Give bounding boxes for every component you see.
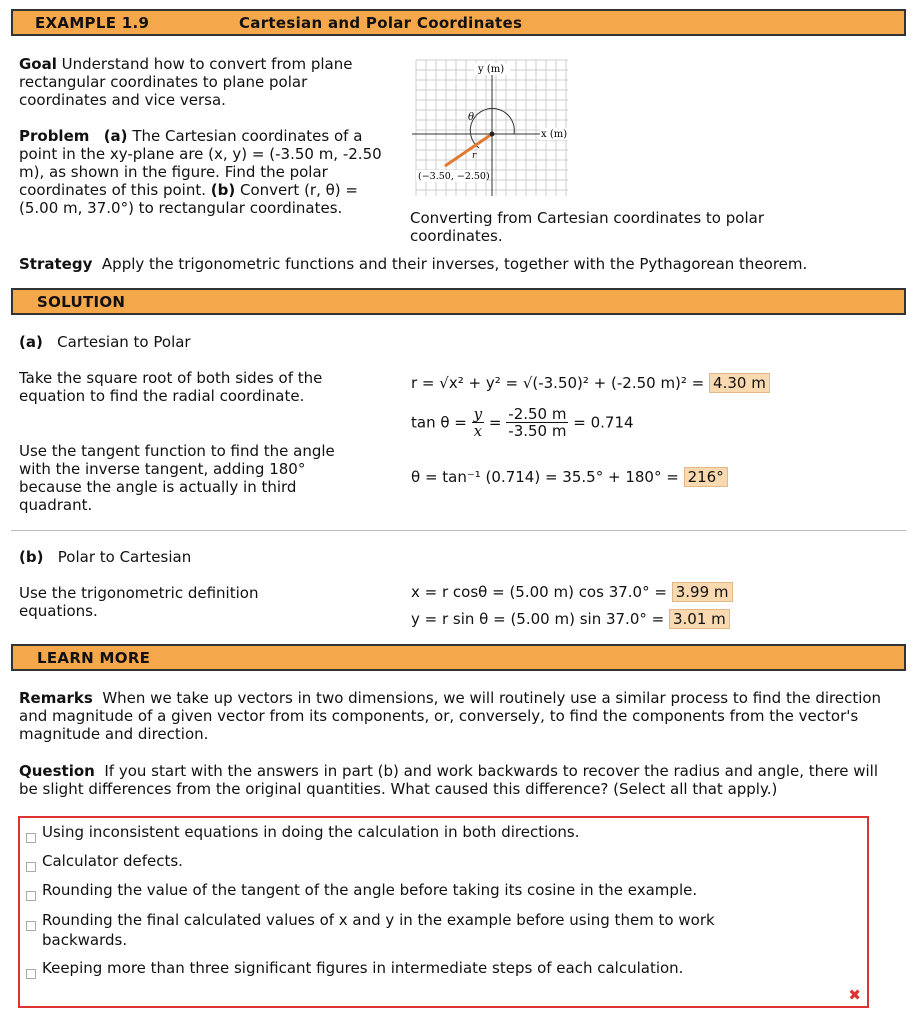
part-b-heading [19, 548, 191, 566]
equation-y [411, 610, 730, 628]
part-a-label: (a) [19, 333, 43, 351]
answer-theta: 216° [684, 467, 728, 487]
tan-y: y [473, 405, 483, 423]
option-3-checkbox[interactable] [26, 891, 36, 901]
learn-more-bar-label: LEARN MORE [37, 649, 151, 667]
equation-x [411, 583, 733, 601]
step-angle: Use the tangent function to find the angle with the inverse tangent, adding 180° because the angle is actually in third quadrant. [19, 442, 335, 514]
part-b-label: (b) [19, 548, 44, 566]
r-label: r [472, 151, 477, 161]
coordinate-figure [412, 58, 572, 198]
learn-more-bar [11, 644, 906, 671]
problem-a-text: The Cartesian coordinates of a point in the xy-plane are (x, y) = (-3.50 m, -2.50 m), as shown in the figure. Find the polar coordinates of this point. [19, 127, 382, 199]
problem-label: Problem [19, 127, 90, 145]
part-b-title: Polar to Cartesian [57, 548, 192, 566]
goal-text: Understand how to convert from plane rectangular coordinates to plane polar coordinates and vice versa. [19, 55, 353, 109]
tan-result: = 0.714 [573, 413, 634, 432]
equation-tan-prefix: tan θ = [411, 413, 467, 432]
remarks-label: Remarks [19, 689, 93, 707]
remarks-text: When we take up vectors in two dimensions, we will routinely use a similar process to find the direction and magnitude of a given vector from its components, or, conversely, to find the components from the vector's magnitude and direction. [19, 689, 882, 743]
question-text: If you start with the answers in part (b) and work backwards to recover the radius and angle, there will be slight differences from the original quantities. What caused this difference? (Select all that apply.) [19, 762, 878, 798]
answer-options-box [18, 816, 869, 1008]
problem-b-text: Convert (r, θ) = (5.00 m, 37.0°) to rectangular coordinates. [19, 181, 359, 217]
tan-denominator: -3.50 m [508, 422, 567, 440]
x-axis-label: x (m) [541, 129, 568, 140]
remarks-section [19, 689, 899, 743]
equation-r-text: r = √x² + y² = √(-3.50)² + (-2.50 m)² = [411, 374, 705, 392]
step-radial: Take the square root of both sides of the equation to find the radial coordinate. [19, 369, 323, 405]
equation-theta-text: θ = tan⁻¹ (0.714) = 35.5° + 180° = [411, 468, 679, 486]
figure-caption: Converting from Cartesian coordinates to polar coordinates. [410, 209, 764, 245]
option-2-label[interactable]: Calculator defects. [42, 852, 183, 870]
part-a-heading [19, 333, 191, 351]
example-number: EXAMPLE 1.9 [35, 14, 150, 32]
theta-label: θ [468, 112, 475, 123]
step-polar: Use the trigonometric definition equations. [19, 584, 259, 620]
option-1-checkbox[interactable] [26, 833, 36, 843]
strategy-section [19, 255, 909, 273]
solution-bar [11, 288, 906, 315]
origin-point [490, 132, 495, 137]
equation-tan: tan θ = $\frac{y}{x}$ = $\frac{-2.50 m}{-3.50 m}$ = 0.714 [411, 405, 634, 440]
problem-a-label: (a) [103, 127, 128, 145]
incorrect-x-icon: ✖ [848, 986, 861, 1004]
option-3-label[interactable]: Rounding the value of the tangent of the angle before taking its cosine in the example. [42, 881, 698, 899]
equation-r [411, 374, 770, 392]
y-axis-label: y (m) [478, 64, 505, 75]
option-5-label[interactable]: Keeping more than three significant figures in intermediate steps of each calculation. [42, 959, 684, 977]
example-title: Cartesian and Polar Coordinates [239, 14, 523, 32]
problem-b-label: (b) [210, 181, 236, 199]
problem-section [19, 127, 399, 217]
answer-r: 4.30 m [709, 373, 770, 393]
tan-numerator: -2.50 m [508, 405, 567, 423]
strategy-label: Strategy [19, 255, 93, 273]
part-a-title: Cartesian to Polar [57, 333, 191, 351]
goal-label: Goal [19, 55, 57, 73]
option-4-label[interactable]: Rounding the final calculated values of x and y in the example before using them to work backwards. [42, 911, 715, 949]
option-1-label[interactable]: Using inconsistent equations in doing the calculation in both directions. [42, 823, 580, 841]
answer-y: 3.01 m [669, 609, 730, 629]
option-5-checkbox[interactable] [26, 969, 36, 979]
option-2-checkbox[interactable] [26, 862, 36, 872]
strategy-text: Apply the trigonometric functions and their inverses, together with the Pythagorean theorem. [101, 255, 808, 273]
tan-x: x [473, 422, 483, 440]
equation-theta [411, 468, 728, 486]
solution-bar-label: SOLUTION [37, 293, 126, 311]
section-divider [11, 530, 906, 531]
equation-y-text: y = r sin θ = (5.00 m) sin 37.0° = [411, 610, 665, 628]
point-label: (−3.50, −2.50) [418, 171, 490, 182]
example-header-bar [11, 9, 906, 36]
goal-section [19, 55, 399, 109]
equation-x-text: x = r cosθ = (5.00 m) cos 37.0° = [411, 583, 667, 601]
answer-x: 3.99 m [672, 582, 733, 602]
question-section [19, 762, 899, 798]
question-label: Question [19, 762, 95, 780]
option-4-checkbox[interactable] [26, 921, 36, 931]
